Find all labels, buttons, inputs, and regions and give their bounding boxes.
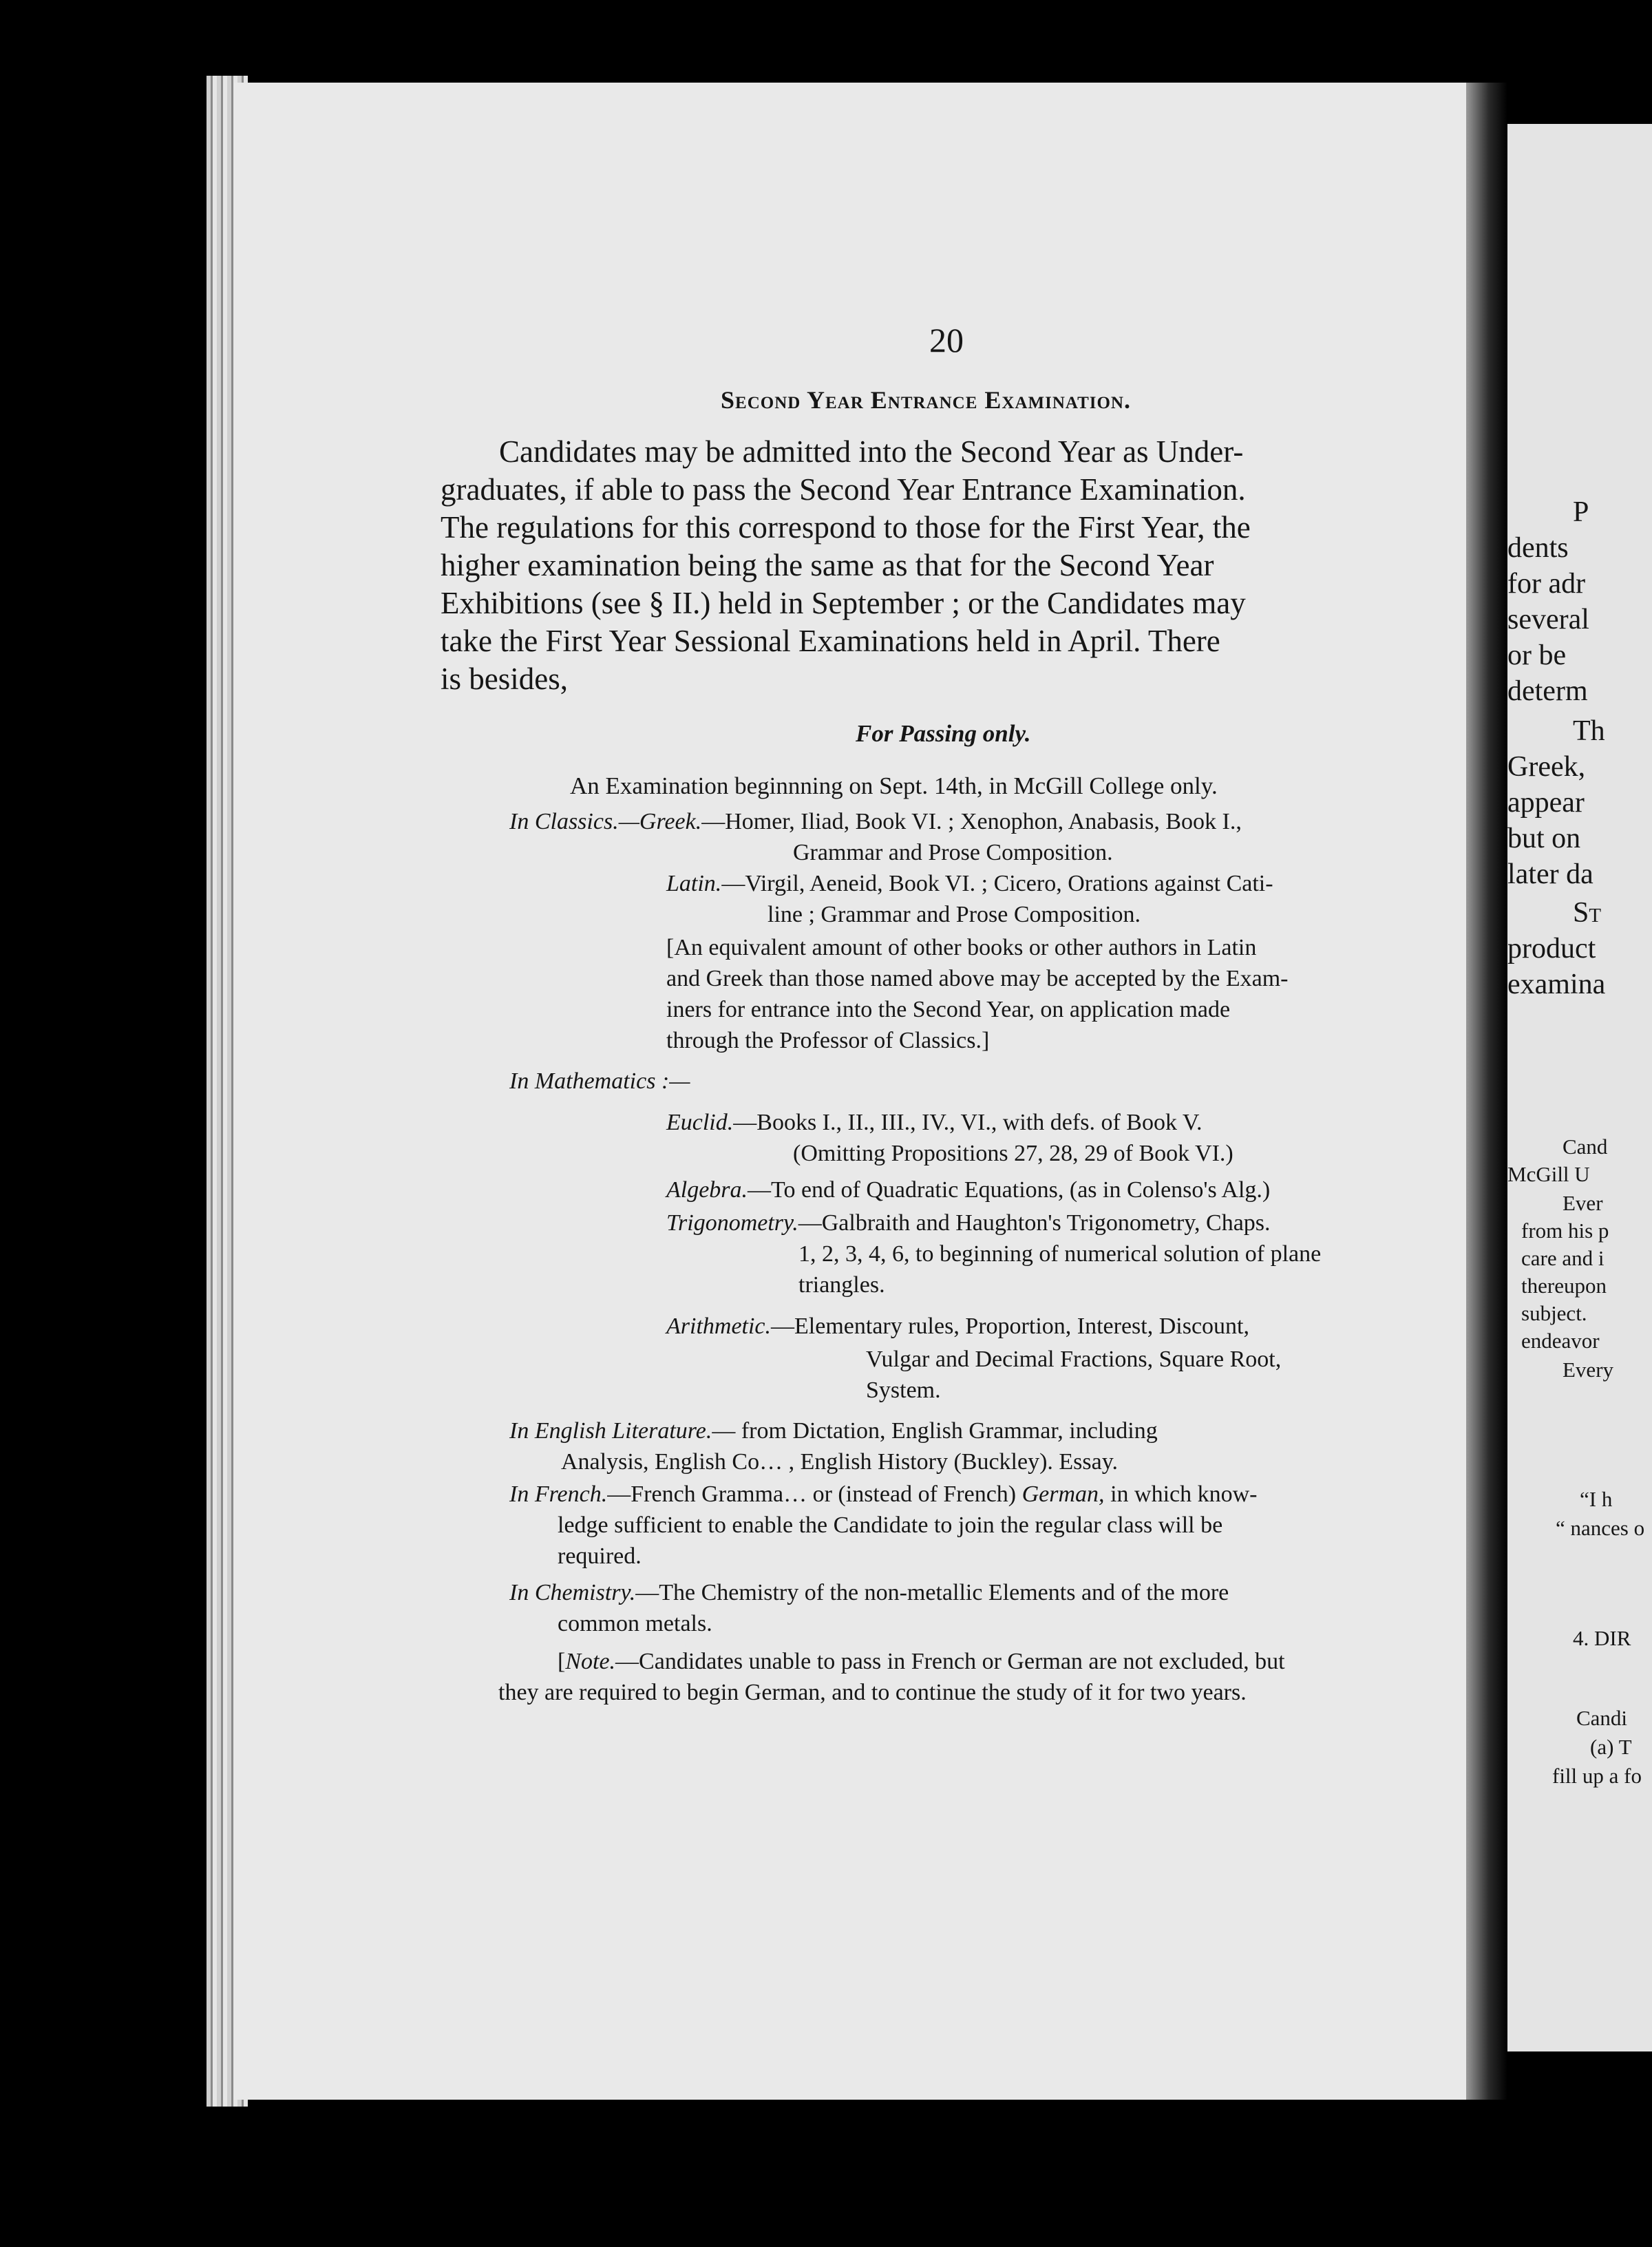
right-page-small-line: from his p <box>1521 1219 1609 1243</box>
latin-cont: line ; Grammar and Prose Composition. <box>767 902 1141 927</box>
french-cont: required. <box>558 1543 642 1569</box>
right-page-small-line: (a) T <box>1590 1735 1632 1759</box>
french-text: —French Gramma… or (instead of French) <box>607 1481 1022 1507</box>
arithmetic-label: Arithmetic. <box>666 1314 772 1339</box>
right-page-small-line: Cand <box>1563 1135 1608 1159</box>
french-cont: ledge sufficient to enable the Candidate to join the regular class will be <box>558 1512 1223 1538</box>
right-page-small-line: Ever <box>1563 1191 1603 1215</box>
arithmetic-text: —Elementary rules, Proportion, Interest, Discount, <box>771 1314 1249 1339</box>
right-page-line: dents <box>1507 532 1569 564</box>
intro-line: higher examination being the same as that for the Second Year <box>441 548 1214 582</box>
intro-line: The regulations for this correspond to those for the First Year, the <box>441 510 1251 545</box>
right-page-line: Greek, <box>1507 751 1586 783</box>
algebra-text: —To end of Quadratic Equations, (as in Colenso's Alg.) <box>748 1177 1271 1203</box>
page-number: 20 <box>929 321 964 359</box>
right-page-small-line: 4. DIR <box>1573 1626 1631 1650</box>
section-title: Second Year Entrance Examination. <box>721 386 1131 414</box>
french-label: In French. <box>509 1481 608 1507</box>
intro-line: graduates, if able to pass the Second Year Entrance Examination. <box>441 472 1246 507</box>
right-page-line: but on <box>1507 823 1581 854</box>
right-page-line: later da <box>1507 858 1593 890</box>
right-page-small-line: subject. <box>1521 1301 1587 1325</box>
algebra-line <box>666 1177 1270 1203</box>
french-line <box>509 1481 1257 1508</box>
right-page-small-line: Every <box>1563 1358 1614 1382</box>
book-gutter <box>1466 83 1507 2100</box>
right-page-small-line: thereupon <box>1521 1274 1607 1298</box>
right-page-line: several <box>1507 604 1589 635</box>
intro-line: take the First Year Sessional Examinations held in April. There <box>441 624 1220 658</box>
latin-text: —Virgil, Aeneid, Book VI. ; Cicero, Orations against Cati- <box>721 871 1273 896</box>
right-page-line: appear <box>1507 787 1585 819</box>
right-page-line: for adr <box>1507 568 1586 600</box>
chemistry-text: —The Chemistry of the non-metallic Elements and of the more <box>635 1580 1229 1605</box>
euclid-text: —Books I., II., III., IV., VI., with defs. of Book V. <box>733 1110 1203 1135</box>
right-page-small-line: Candi <box>1576 1706 1628 1730</box>
mathematics-label: In Mathematics :— <box>509 1068 690 1094</box>
arithmetic-cont: System. <box>866 1378 941 1403</box>
arithmetic-line <box>666 1314 1249 1340</box>
right-page-small-line: endeavor <box>1521 1329 1600 1353</box>
trig-label: Trigonometry. <box>666 1210 798 1236</box>
english-line <box>509 1418 1158 1444</box>
classics-note-line: and Greek than those named above may be accepted by the Exam- <box>666 966 1289 991</box>
right-page-small-line: “I h <box>1580 1487 1613 1511</box>
note-label: Note. <box>565 1649 616 1674</box>
euclid-line <box>666 1110 1203 1136</box>
final-note-text: —Candidates unable to pass in French or German are not excluded, but <box>615 1649 1285 1674</box>
right-page-small-line: care and i <box>1521 1246 1605 1270</box>
right-page-small-line: fill up a fo <box>1552 1764 1642 1788</box>
right-page-line: St <box>1573 897 1602 929</box>
right-page-small-line: McGill U <box>1507 1162 1590 1186</box>
euclid-cont: (Omitting Propositions 27, 28, 29 of Book VI.) <box>793 1141 1233 1166</box>
classics-label: In Classics. <box>509 809 619 834</box>
exam-note: An Examination beginnning on Sept. 14th, in McGill College only. <box>570 772 1218 799</box>
chemistry-label: In Chemistry. <box>509 1580 636 1605</box>
final-note-cont: they are required to begin German, and to continue the study of it for two years. <box>498 1680 1247 1705</box>
for-passing-heading: For Passing only. <box>856 720 1031 747</box>
right-page-line: Th <box>1573 715 1605 747</box>
trig-cont: triangles. <box>798 1272 885 1298</box>
classics-greek-line <box>509 809 1242 835</box>
trig-line <box>666 1210 1271 1236</box>
classics-note-line: through the Professor of Classics.] <box>666 1028 990 1053</box>
chemistry-cont: common metals. <box>558 1611 712 1636</box>
euclid-label: Euclid. <box>666 1110 734 1135</box>
right-page-line: determ <box>1507 675 1588 707</box>
trig-cont: 1, 2, 3, 4, 6, to beginning of numerical solution of plane <box>798 1241 1322 1267</box>
english-label: In English Literature. <box>509 1418 712 1444</box>
latin-label: Latin. <box>666 871 722 896</box>
greek-cont: Grammar and Prose Composition. <box>793 840 1113 865</box>
greek-text: —Homer, Iliad, Book VI. ; Xenophon, Anabasis, Book I., <box>701 809 1242 834</box>
classics-note-line: iners for entrance into the Second Year, on application made <box>666 997 1231 1022</box>
right-page-small-line: “ nances o <box>1556 1516 1645 1540</box>
right-page-line: P <box>1573 496 1589 528</box>
algebra-label: Algebra. <box>666 1177 748 1203</box>
latin-line <box>666 871 1273 897</box>
arithmetic-cont: Vulgar and Decimal Fractions, Square Root, <box>866 1347 1282 1372</box>
intro-line: is besides, <box>441 662 568 696</box>
right-page-line: or be <box>1507 640 1567 671</box>
chemistry-line <box>509 1580 1229 1606</box>
english-cont: Analysis, English Co… , English History (Buckley). Essay. <box>561 1449 1119 1475</box>
trig-text: —Galbraith and Haughton's Trigonometry, Chaps. <box>798 1210 1271 1236</box>
french-text-b: in which know- <box>1104 1481 1258 1507</box>
right-page-line: examina <box>1507 969 1606 1000</box>
intro-line: Exhibitions (see § II.) held in September ; or the Candidates may <box>441 586 1246 620</box>
english-text: — from Dictation, English Grammar, including <box>712 1418 1158 1444</box>
final-note-line: [Note.—Candidates unable to pass in French or German are not excluded, but <box>558 1649 1285 1674</box>
left-page <box>234 83 1480 2100</box>
german-word: German, <box>1021 1481 1105 1507</box>
right-page-line: product <box>1507 933 1596 964</box>
intro-line: Candidates may be admitted into the Second Year as Under- <box>499 434 1244 469</box>
right-page <box>1507 124 1652 2051</box>
classics-note-line: [An equivalent amount of other books or other authors in Latin <box>666 935 1257 960</box>
greek-label: —Greek. <box>618 809 702 834</box>
